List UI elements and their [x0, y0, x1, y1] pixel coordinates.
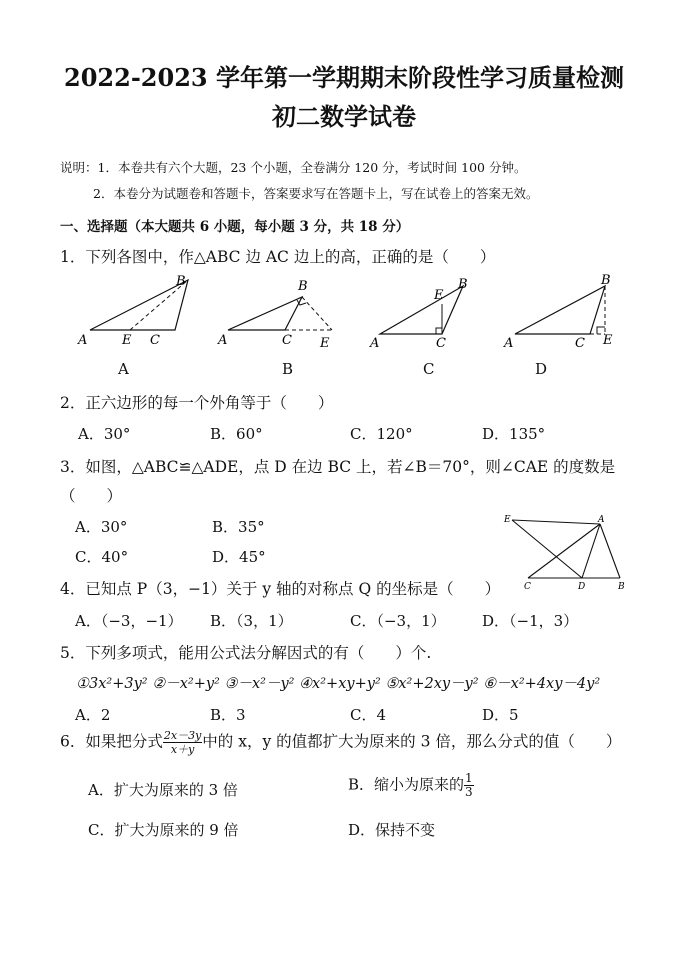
svg-text:E: E [504, 515, 511, 525]
q3-option-a: A．30° [75, 518, 128, 536]
q6-option-d: D．保持不变 [348, 821, 436, 839]
svg-text:A: A [370, 336, 380, 351]
svg-text:C: C [282, 333, 292, 348]
q4-option-a: A．（−3，−1） [75, 612, 183, 630]
note-line-1: 说明：1．本卷共有六个大题，23 个小题，全卷满分 120 分，考试时间 100 分钟。 [60, 160, 527, 175]
svg-text:A: A [218, 333, 228, 348]
svg-text:C: C [436, 336, 446, 351]
svg-text:C: C [150, 333, 160, 348]
q3-stem-line-1: 3．如图，△ABC≌△ADE，点 D 在边 BC 上，若∠B＝70°，则∠CAE 的度数是 [60, 458, 616, 476]
q6-fraction [163, 729, 202, 756]
q1-stem: 1．下列各图中，作△ABC 边 AC 边上的高，正确的是（ ） [60, 248, 496, 266]
exam-subtitle: 初二数学试卷 [272, 102, 416, 131]
q6-stem-before: 6．如果把分式 [60, 732, 163, 751]
q1-fig-label-a: A [118, 360, 129, 378]
svg-text:B: B [298, 279, 308, 294]
q5-option-a: A．2 [75, 706, 111, 724]
q5-option-d: D．5 [482, 706, 519, 724]
q5-stem: 5．下列多项式，能用公式法分解因式的有（ ）个. [60, 644, 432, 662]
svg-text:E: E [320, 336, 330, 351]
q2-option-c: C．120° [350, 425, 413, 443]
svg-text:E: E [603, 333, 613, 348]
q3-stem-line-2: （ ） [60, 487, 123, 505]
svg-text:B: B [601, 273, 611, 288]
q6-option-a: A．扩大为原来的 3 倍 [88, 781, 238, 799]
q6-option-c: C．扩大为原来的 9 倍 [88, 821, 239, 839]
note-line-2: 2．本卷分为试题卷和答题卡，答案要求写在答题卡上，写在试卷上的答案无效。 [93, 186, 539, 201]
svg-text:E: E [434, 288, 444, 303]
q1-figure-d [503, 273, 613, 351]
q6-option-b [348, 772, 474, 799]
q1-figure-a [77, 274, 188, 348]
q6-option-b-numerator: 1 [465, 771, 473, 785]
q6-stem [60, 729, 621, 756]
q1-figures [70, 272, 630, 354]
q3-figure [500, 512, 635, 594]
q4-option-b: B．（3，1） [210, 612, 293, 630]
svg-text:A: A [598, 515, 605, 525]
svg-text:D: D [578, 582, 586, 592]
q4-option-d: D．（−1，3） [482, 612, 579, 630]
q2-option-d: D．135° [482, 425, 546, 443]
q1-figure-b [217, 279, 332, 351]
q4-option-c: C．（−3，1） [350, 612, 446, 630]
q6-option-b-denominator: 3 [465, 785, 473, 799]
svg-text:E: E [122, 333, 132, 348]
svg-text:A: A [78, 333, 88, 348]
exam-title: 2022-2023 学年第一学期期末阶段性学习质量检测 [64, 63, 624, 92]
svg-text:B: B [618, 582, 625, 592]
q3-option-b: B．35° [212, 518, 265, 536]
svg-text:A: A [504, 336, 514, 351]
q6-option-b-text: B．缩小为原来的 [348, 775, 465, 794]
svg-text:C: C [575, 336, 585, 351]
q1-fig-label-c: C [423, 360, 435, 378]
q1-figure-c [369, 277, 468, 351]
q2-option-b: B．60° [210, 425, 263, 443]
q3-option-c: C．40° [75, 548, 129, 566]
q1-fig-label-b: B [282, 360, 294, 378]
q6-fraction-numerator: 2x－3y [163, 729, 202, 742]
q6-fraction-denominator: x＋y [170, 743, 195, 756]
q6-stem-after: 中的 x，y 的值都扩大为原来的 3 倍，那么分式的值（ ） [202, 732, 622, 751]
svg-text:C: C [524, 582, 531, 592]
q6-option-b-fraction [464, 772, 474, 799]
svg-text:B: B [176, 274, 186, 289]
q5-option-c: C．4 [350, 706, 387, 724]
q1-fig-label-d: D [535, 360, 548, 378]
q2-stem: 2．正六边形的每一个外角等于（ ） [60, 394, 334, 412]
q2-option-a: A．30° [78, 425, 131, 443]
q3-option-d: D．45° [212, 548, 266, 566]
svg-text:B: B [458, 277, 468, 292]
q4-stem: 4．已知点 P（3，−1）关于 y 轴的对称点 Q 的坐标是（ ） [60, 580, 501, 598]
q5-option-b: B．3 [210, 706, 246, 724]
section-heading-choice: 一、选择题（本大题共 6 小题，每小题 3 分，共 18 分） [60, 219, 410, 235]
q5-polynomial-list: ①3x²+3y² ②－x²+y² ③－x²－y² ④x²+xy+y² ⑤x²+2xy－y² ⑥－x²+4xy－4y² [76, 676, 601, 692]
